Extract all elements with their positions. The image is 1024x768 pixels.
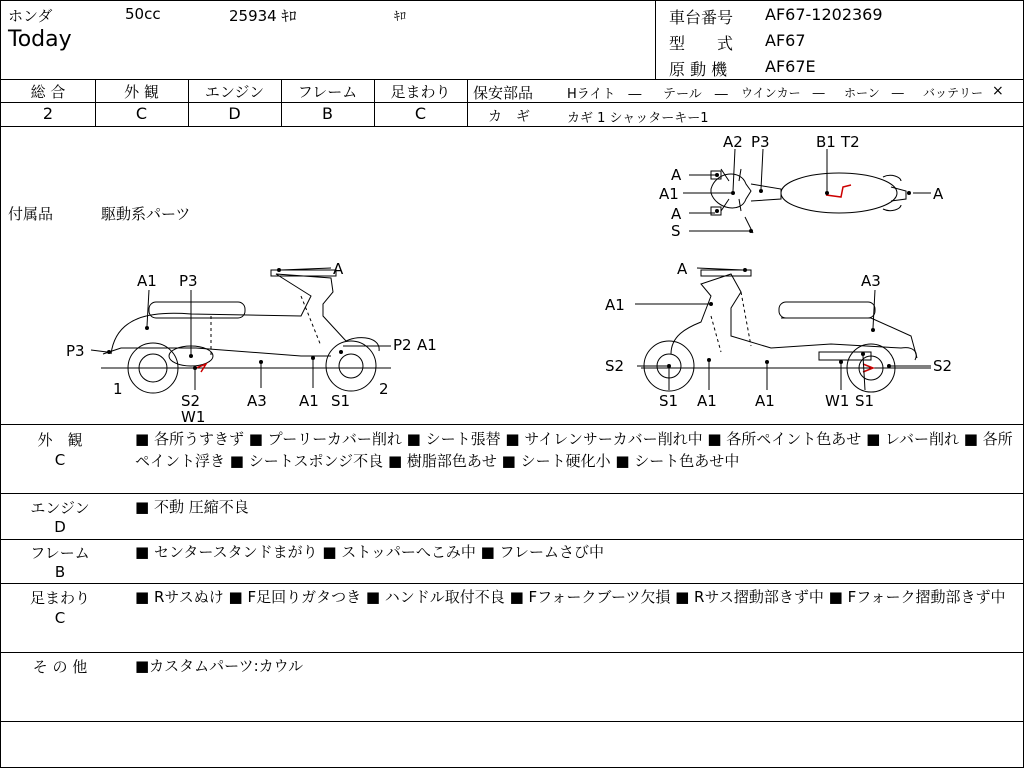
diag-label: A xyxy=(333,260,344,278)
grade-frame-label: フレーム xyxy=(297,83,358,101)
diag-label: A xyxy=(671,166,682,184)
left-view-front-hub xyxy=(339,354,363,378)
grade-suspension-value: C xyxy=(414,104,427,123)
maker: ホンダ xyxy=(8,7,53,25)
diag-label: S2 xyxy=(605,357,625,375)
diag-label: W1 xyxy=(181,408,206,426)
diag-label: A1 xyxy=(659,185,679,203)
grade-suspension-label: 足まわり xyxy=(390,83,451,101)
safety-battery-mark: × xyxy=(992,83,1004,99)
diag-label: 2 xyxy=(379,380,389,398)
remark-exterior-text: ■ 各所うすきず ■ プーリーカバー削れ ■ シート張替 ■ サイレンサーカバー削れ中 ■ 各所ペイント色あせ ■ レバー削れ ■ 各所ペイント浮き ■ シートスポンジ不良 ■ 樹脂部色あせ ■ シート硬化小 ■ シート色あせ中 xyxy=(135,430,1013,470)
diag-label: A2 xyxy=(723,133,743,151)
safety-label: 保安部品 xyxy=(473,84,534,102)
diag-label: P3 xyxy=(66,342,85,360)
grades-mid-rule xyxy=(1,102,467,103)
scooter-top-view xyxy=(601,129,1001,239)
type-value: AF67 xyxy=(765,31,806,50)
diag-label: A1 xyxy=(299,392,319,410)
damage-mark xyxy=(826,185,851,197)
remark-exterior-grade: C xyxy=(54,451,66,469)
diag-label: S1 xyxy=(855,392,875,410)
diag-label: A3 xyxy=(861,272,881,290)
right-view-seat xyxy=(779,302,875,318)
diag-label: S2 xyxy=(181,392,201,410)
diag-label: A3 xyxy=(247,392,267,410)
safety-headlight: Hライト ― xyxy=(567,87,642,102)
remark-frame-text: ■ センタースタンドまがり ■ ストッパーへこみ中 ■ フレームさび中 xyxy=(135,543,604,561)
remarks-rule xyxy=(1,539,1023,540)
top-view-tail xyxy=(891,187,906,201)
key-value: カギ 1 シャッターキー1 xyxy=(567,111,709,126)
remarks-rule xyxy=(1,583,1023,584)
chassis-value: AF67-1202369 xyxy=(765,5,883,24)
safety-winker: ウインカー ― xyxy=(741,86,825,100)
grade-frame-value: B xyxy=(322,104,333,123)
diag-label: B1 xyxy=(816,133,836,151)
diag-label: A xyxy=(933,185,944,203)
remarks-bottom-rule xyxy=(1,721,1023,722)
engine-value: AF67E xyxy=(765,57,816,76)
header-divider xyxy=(655,1,656,79)
grade-exterior-value: C xyxy=(135,104,148,123)
diag-label: T2 xyxy=(841,133,860,151)
remark-engine-text: ■ 不動 圧縮不良 xyxy=(135,498,249,516)
scooter-left-side-view xyxy=(61,256,451,426)
diag-label: A1 xyxy=(137,272,157,290)
grade-engine-label: エンジン xyxy=(204,83,265,101)
diag-label: S xyxy=(671,222,681,239)
diag-label: A1 xyxy=(417,336,437,354)
remark-suspension-grade: C xyxy=(54,609,66,627)
accessories-label: 付属品 xyxy=(8,205,54,223)
remark-other-text: ■カスタムパーツ:カウル xyxy=(135,657,304,675)
top-view-floor xyxy=(751,184,781,201)
grade-divider xyxy=(467,79,468,126)
grade-overall-value: 2 xyxy=(42,104,54,123)
safety-tail: テール ― xyxy=(663,87,728,102)
header-bottom-rule xyxy=(1,79,1023,80)
grade-exterior-label: 外 観 xyxy=(124,83,159,101)
remark-other-label: そ の 他 xyxy=(32,658,88,676)
top-view-seat xyxy=(781,173,897,213)
displacement: 50cc xyxy=(125,5,161,23)
safety-mid-rule xyxy=(467,102,1023,103)
left-view-seat xyxy=(149,302,245,318)
remark-frame-label: フレーム xyxy=(30,544,90,562)
diag-label: P3 xyxy=(751,133,770,151)
grade-overall-label: 総 合 xyxy=(30,83,66,101)
diag-label: S1 xyxy=(331,392,351,410)
diag-label: W1 xyxy=(825,392,850,410)
diag-label: A1 xyxy=(697,392,717,410)
grade-engine-value: D xyxy=(228,104,241,123)
diag-label: P2 xyxy=(393,336,412,354)
key-label: カ ギ xyxy=(488,109,530,125)
accessories-value: 駆動系パーツ xyxy=(101,205,191,223)
left-view-front-wheel xyxy=(326,341,376,391)
remarks-rule xyxy=(1,493,1023,494)
remark-suspension-text: ■ Rサスぬけ ■ F足回りガタつき ■ ハンドル取付不良 ■ Fフォークブーツ欠損 ■ Rサス摺動部きず中 ■ Fフォーク摺動部きず中 xyxy=(135,588,1006,606)
safety-horn: ホーン ― xyxy=(844,86,904,100)
remarks-rule xyxy=(1,652,1023,653)
remark-exterior-label: 外 観 xyxy=(37,431,83,449)
scooter-right-side-view xyxy=(601,256,1001,426)
grades-bottom-rule xyxy=(1,126,1023,127)
diag-label: S2 xyxy=(933,357,953,375)
diag-label: 1 xyxy=(113,380,123,398)
type-label: 型 式 xyxy=(669,34,734,53)
remark-frame-grade: B xyxy=(54,563,66,581)
diag-label: A xyxy=(671,205,682,223)
left-view-hidden-lines xyxy=(211,296,321,356)
diag-label: P3 xyxy=(179,272,198,290)
mileage: 25934 ｷﾛ xyxy=(229,7,297,25)
remarks-top-rule xyxy=(1,424,1023,425)
diag-label: A1 xyxy=(755,392,775,410)
mileage-unit: ｷﾛ xyxy=(394,9,407,23)
model-name: Today xyxy=(8,27,72,52)
safety-battery: バッテリー xyxy=(923,86,984,100)
diag-label: A xyxy=(677,260,688,278)
remark-engine-label: エンジン xyxy=(30,499,90,517)
diag-label: A1 xyxy=(605,296,625,314)
remark-suspension-label: 足まわり xyxy=(29,589,90,607)
engine-label: 原 動 機 xyxy=(669,60,728,79)
remark-engine-grade: D xyxy=(54,518,66,536)
diag-label: S1 xyxy=(659,392,679,410)
chassis-label: 車台番号 xyxy=(669,8,734,27)
